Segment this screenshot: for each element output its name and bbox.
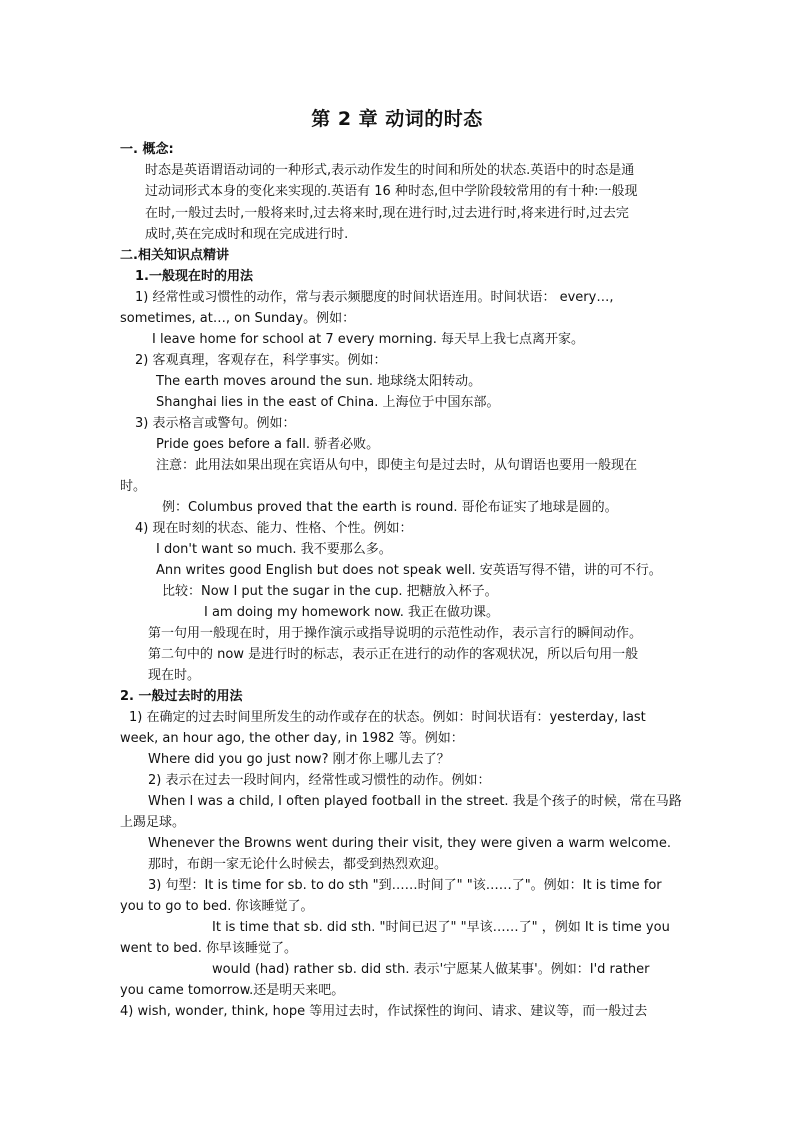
example-line: 比较：Now I put the sugar in the cup. 把糖放入杯子。: [162, 584, 498, 599]
example-line: 上踢足球。: [120, 815, 186, 830]
paragraph-line: 2) 客观真理，客观存在，科学事实。例如：: [135, 353, 387, 368]
subsection-heading: 2. 一般过去时的用法: [120, 689, 243, 704]
example-line: Shanghai lies in the east of China. 上海位于中国东部。: [156, 395, 500, 410]
example-line: Ann writes good English but does not speak well. 安英语写得不错，讲的可不行。: [156, 563, 662, 578]
paragraph-line: week, an hour ago, the other day, in 1982 等。例如：: [120, 731, 464, 746]
paragraph-line: 第一句用一般现在时，用于操作演示或指导说明的示范性动作，表示言行的瞬间动作。: [148, 626, 643, 641]
note-line: 时。: [120, 479, 147, 494]
paragraph-line: 第二句中的 now 是进行时的标志，表示正在进行的动作的客观状况，所以后句用一般: [148, 647, 639, 662]
example-line: 例：Columbus proved that the earth is round. 哥伦布证实了地球是圆的。: [162, 500, 618, 515]
paragraph-line: 1) 在确定的过去时间里所发生的动作或存在的状态。例如：时间状语有：yesterday, last: [129, 710, 646, 725]
paragraph-line: went to bed. 你早该睡觉了。: [120, 941, 298, 956]
paragraph-line: 2) 表示在过去一段时间内，经常性或习惯性的动作。例如：: [148, 773, 491, 788]
paragraph-line: you came tomorrow.还是明天来吧。: [120, 983, 345, 998]
note-line: 注意：此用法如果出现在宾语从句中，即使主句是过去时，从句谓语也要用一般现在: [156, 458, 638, 473]
section-heading: 二.相关知识点精讲: [120, 248, 229, 263]
paragraph-line: 成时,英在完成时和现在完成进行时.: [145, 227, 349, 242]
example-line: 那时，布朗一家无论什么时候去，都受到热烈欢迎。: [148, 857, 448, 872]
example-line: I leave home for school at 7 every morning. 每天早上我七点离开家。: [152, 332, 584, 347]
paragraph-line: would (had) rather sb. did sth. 表示'宁愿某人做某事'。例如：I'd rather: [212, 962, 650, 977]
paragraph-line: sometimes, at…, on Sunday。例如：: [120, 311, 356, 326]
page-title: 第 2 章 动词的时态: [311, 108, 483, 130]
paragraph-line: 时态是英语谓语动词的一种形式,表示动作发生的时间和所处的状态.英语中的时态是通: [145, 163, 635, 178]
example-line: I don't want so much. 我不要那么多。: [156, 542, 392, 557]
example-line: The earth moves around the sun. 地球绕太阳转动。: [156, 374, 482, 389]
section-heading: 一. 概念:: [120, 142, 174, 157]
paragraph-line: 3) 句型：It is time for sb. to do sth "到……时间了" "该……了"。例如：It is time for: [148, 878, 662, 893]
example-line: I am doing my homework now. 我正在做功课。: [204, 605, 500, 620]
example-line: Pride goes before a fall. 骄者必败。: [156, 437, 380, 452]
paragraph-line: It is time that sb. did sth. "时间已迟了" "早该……了" ，例如 It is time you: [212, 920, 670, 935]
example-line: When I was a child, I often played football in the street. 我是个孩子的时候，常在马路: [148, 794, 682, 809]
example-line: Where did you go just now? 刚才你上哪儿去了？: [148, 752, 450, 767]
paragraph-line: 3) 表示格言或警句。例如：: [135, 416, 296, 431]
paragraph-line: 在时,一般过去时,一般将来时,过去将来时,现在进行时,过去进行时,将来进行时,过去完: [145, 206, 629, 221]
paragraph-line: 过动词形式本身的变化来实现的.英语有 16 种时态,但中学阶段较常用的有十种:一般现: [145, 184, 638, 199]
paragraph-line: you to go to bed. 你该睡觉了。: [120, 899, 314, 914]
paragraph-line: 4) 现在时刻的状态、能力、性格、个性。例如：: [135, 521, 413, 536]
paragraph-line: 1) 经常性或习惯性的动作，常与表示频腮度的时间状语连用。时间状语： every…,: [135, 290, 614, 305]
example-line: Whenever the Browns went during their visit, they were given a warm welcome.: [148, 836, 671, 851]
subsection-heading: 1.一般现在时的用法: [135, 269, 253, 284]
paragraph-line: 4) wish, wonder, think, hope 等用过去时，作试探性的询问、请求、建议等，而一般过去: [120, 1004, 648, 1019]
paragraph-line: 现在时。: [148, 668, 201, 683]
